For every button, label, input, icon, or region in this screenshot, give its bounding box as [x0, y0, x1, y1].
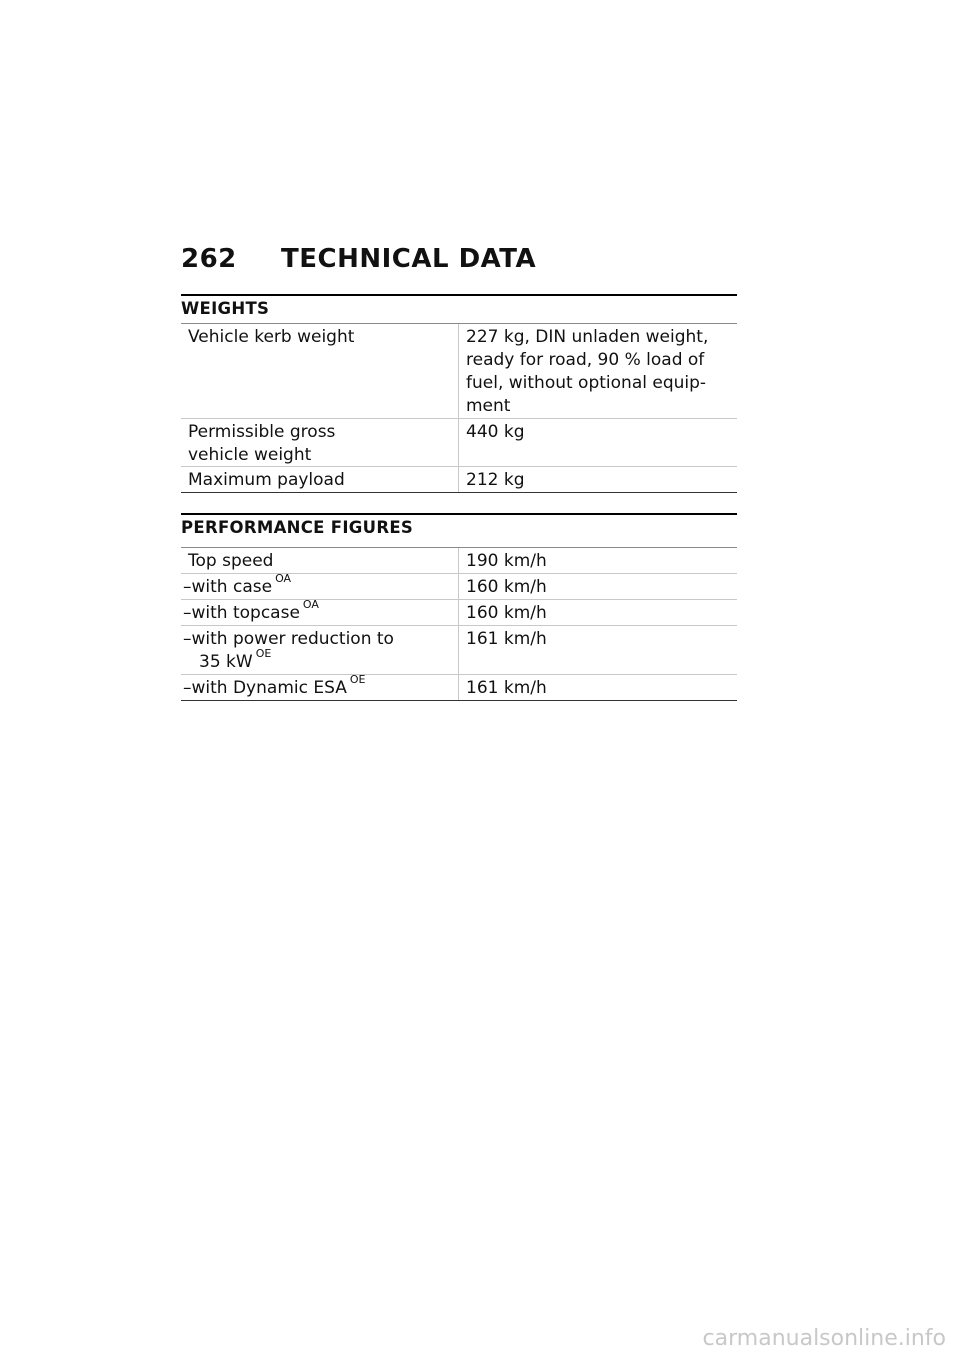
table-row — [181, 324, 737, 419]
row-value: 160 km/h — [466, 603, 547, 623]
row-label — [181, 626, 459, 674]
table-row — [181, 626, 737, 675]
option-marker: OA — [275, 572, 292, 586]
table-row — [181, 675, 737, 701]
row-value: 212 kg — [466, 470, 525, 490]
page-header — [181, 244, 536, 274]
row-label-text: –with power reduction to — [183, 629, 394, 649]
table-row — [181, 548, 737, 574]
table-row — [181, 574, 737, 600]
row-label: Vehicle kerb weight — [181, 324, 459, 418]
section-title-performance: PERFORMANCE FIGURES — [181, 513, 737, 548]
row-label — [181, 574, 459, 599]
option-marker: OE — [349, 673, 366, 687]
row-value: 161 km/h — [466, 678, 547, 698]
row-label-text: –with case — [183, 577, 273, 597]
page-number: 262 — [181, 244, 237, 274]
row-label: Permissible gross vehicle weight — [181, 419, 459, 466]
table-row — [181, 600, 737, 626]
row-label-text: –with Dynamic ESA — [183, 678, 347, 698]
table-row — [181, 467, 737, 493]
option-marker: OE — [255, 647, 272, 661]
option-marker: OA — [302, 598, 319, 612]
row-value: 190 km/h — [466, 551, 547, 571]
row-value: 161 km/h — [466, 629, 547, 649]
row-value: 227 kg, DIN unladen weight, ready for road, 90 % load of fuel, without optional equip-ment — [466, 327, 709, 416]
row-label — [181, 600, 459, 625]
section-title-weights: WEIGHTS — [181, 294, 737, 324]
row-value: 440 kg — [466, 422, 525, 442]
row-label — [181, 675, 459, 700]
row-label: Top speed — [181, 548, 459, 573]
page-title: TECHNICAL DATA — [281, 244, 537, 274]
row-label: Maximum payload — [181, 467, 459, 492]
row-value: 160 km/h — [466, 577, 547, 597]
weights-section — [181, 294, 737, 493]
table-row — [181, 419, 737, 467]
row-label-text: –with topcase — [183, 603, 300, 623]
row-label-continued: 35 kW $^{OE}$ — [199, 647, 272, 672]
performance-section — [181, 513, 737, 701]
watermark: carmanualsonline.info — [702, 1326, 946, 1351]
